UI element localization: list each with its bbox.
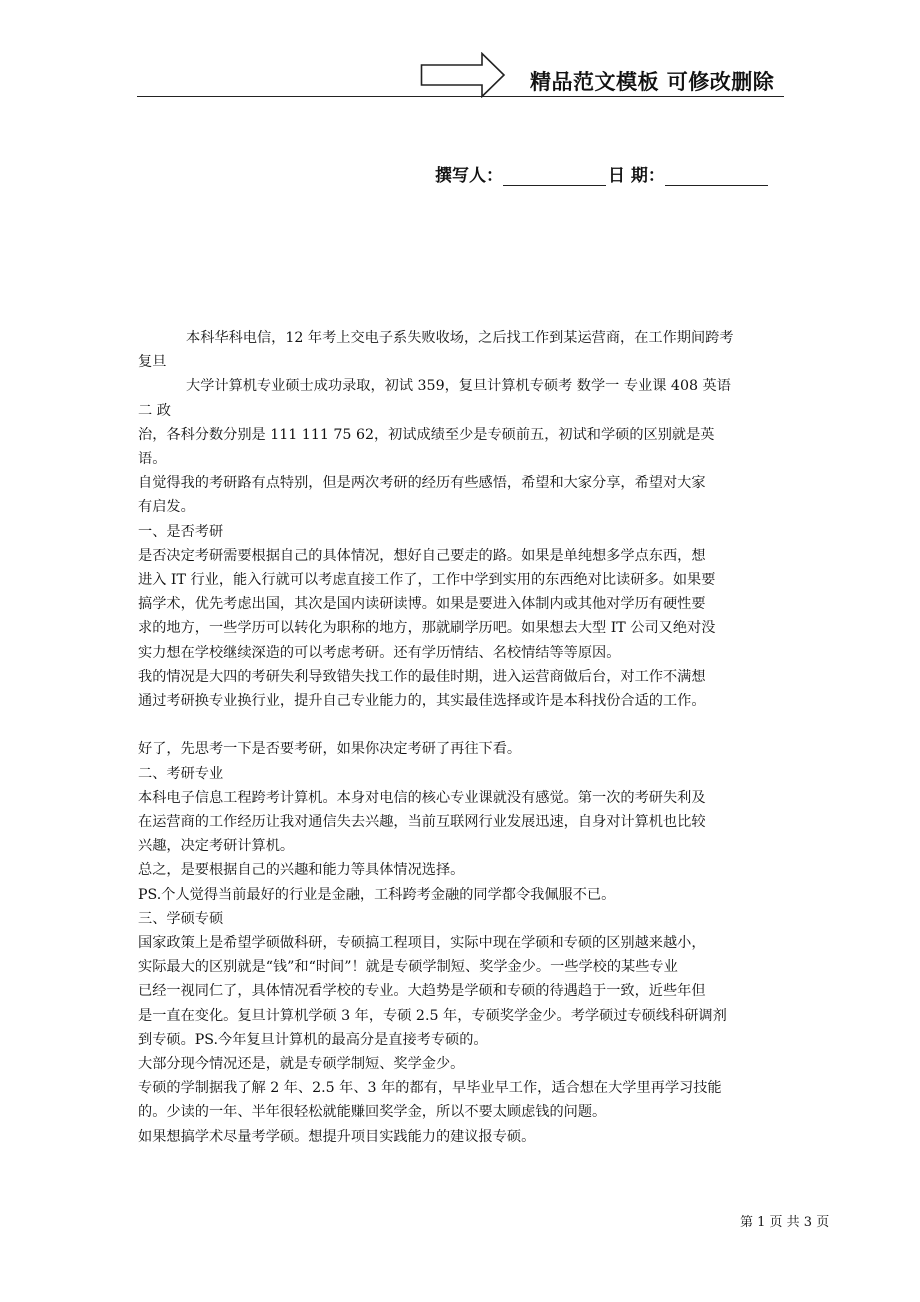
blank-line (138, 713, 788, 737)
signature-line (435, 161, 768, 186)
body-line: 实际最大的区别就是“钱”和“时间”！就是专硕学制短、奖学金少。一些学校的某些专业 (138, 959, 678, 976)
body-line: 本科华科电信，12 年考上交电子系失败收场，之后找工作到某运营商，在工作期间跨考 (186, 330, 734, 346)
body-line: 自觉得我的考研路有点特别，但是两次考研的经历有些感悟，希望和大家分享，希望对大家 (138, 475, 706, 492)
body-line: 进入 IT 行业，能入行就可以考虑直接工作了，工作中学到实用的东西绝对比读研多。如果要 (138, 572, 716, 589)
section-heading: 一、是否考研 (138, 523, 224, 540)
body-line: 好了，先思考一下是否要考研，如果你决定考研了再往下看。 (138, 741, 522, 758)
body-line: 实力想在学校继续深造的可以考虑考研。还有学历情结、名校情结等等原因。 (138, 644, 621, 661)
article-body (138, 326, 788, 1149)
body-line: 有启发。 (138, 499, 195, 516)
date-label: 日 期： (608, 166, 665, 186)
body-line: 求的地方，一些学历可以转化为职称的地方，那就刷学历吧。如果想去大型 IT 公司又绝对没 (138, 620, 716, 637)
body-line: 复旦 (138, 354, 167, 371)
body-line: 我的情况是大四的考研失利导致错失找工作的最佳时期，进入运营商做后台，对工作不满想 (138, 668, 706, 685)
body-line: 治，各科分数分别是 111 111 75 62，初试成绩至少是专硕前五，初试和学硕的区别就是英 (138, 426, 715, 443)
body-line: 专硕的学制据我了解 2 年、2.5 年、3 年的都有，早毕业早工作，适合想在大学里再学习技能 (138, 1080, 722, 1097)
body-line: 在运营商的工作经历让我对通信失去兴趣，当前互联网行业发展迅速，自身对计算机也比较 (138, 814, 706, 831)
body-line: 的。少读的一年、半年很轻松就能赚回奖学金，所以不要太顾虑钱的问题。 (138, 1104, 607, 1121)
body-line: 如果想搞学术尽量考学硕。想提升项目实践能力的建议报专硕。 (138, 1128, 536, 1145)
body-line: 搞学术，优先考虑出国，其次是国内读研读博。如果是要进入体制内或其他对学历有硬性要 (138, 596, 706, 613)
body-line: 语。 (138, 451, 167, 468)
body-line: 大学计算机专业硕士成功录取，初试 359，复旦计算机专硕考 数学一 专业课 408 英语 (186, 378, 731, 395)
body-line: 是一直在变化。复旦计算机学硕 3 年，专硕 2.5 年，专硕奖学金少。考学硕过专硕线科研调剂 (138, 1007, 727, 1024)
body-line: PS.个人觉得当前最好的行业是金融，工科跨考金融的同学都令我佩服不已。 (138, 886, 616, 903)
body-line: 总之，是要根据自己的兴趣和能力等具体情况选择。 (138, 862, 465, 879)
body-line: 大部分现今情况还是，就是专硕学制短、奖学金少。 (138, 1056, 465, 1073)
body-line: 到专硕。PS.今年复旦计算机的最高分是直接考专硕的。 (138, 1031, 488, 1048)
body-line: 是否决定考研需要根据自己的具体情况，想好自己要走的路。如果是单纯想多学点东西，想 (138, 547, 706, 564)
body-line: 二 政 (138, 402, 171, 419)
author-blank (503, 167, 606, 186)
header-divider (137, 96, 784, 97)
section-heading: 二、考研专业 (138, 765, 224, 782)
body-line: 已经一视同仁了，具体情况看学校的专业。大趋势是学硕和专硕的待遇趋于一致，近些年但 (138, 983, 706, 1000)
section-heading: 三、学硕专硕 (138, 910, 224, 927)
arrow-icon (420, 52, 506, 98)
page-number: 第 1 页 共 3 页 (740, 1215, 830, 1230)
body-line: 本科电子信息工程跨考计算机。本身对电信的核心专业课就没有感觉。第一次的考研失利及 (138, 789, 706, 806)
body-line: 国家政策上是希望学硕做科研，专硕搞工程项目，实际中现在学硕和专硕的区别越来越小， (138, 935, 706, 952)
header-title: 精品范文模板 可修改删除 (530, 70, 775, 94)
body-line: 通过考研换专业换行业，提升自己专业能力的，其实最佳选择或许是本科找份合适的工作。 (138, 693, 706, 710)
author-label: 撰写人： (435, 166, 503, 186)
body-line: 兴趣，决定考研计算机。 (138, 838, 295, 855)
date-blank (665, 167, 768, 186)
